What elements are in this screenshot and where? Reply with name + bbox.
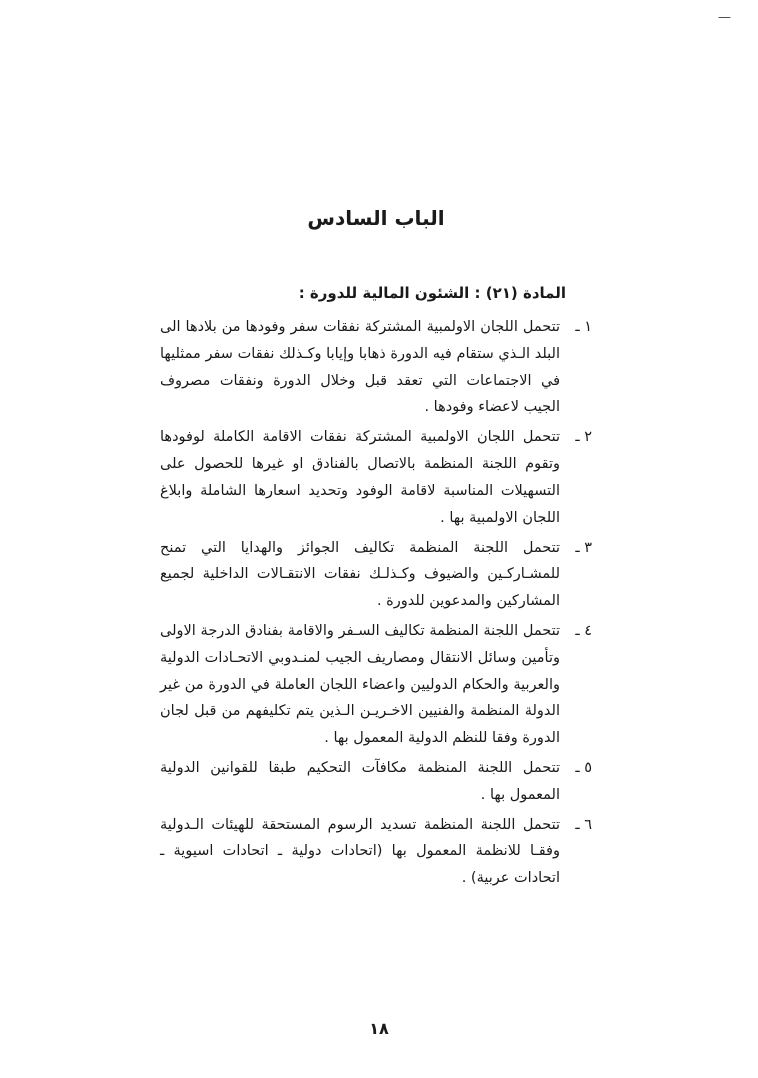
item-text: تتحمل اللجنة المنظمة تسديد الرسوم المستحقة للهيئات الـدولية وفقـا للانظمة المعمول بها (اتحادات دولية ـ اتحادات اسيوية ـ اتحادات عربية) . [160, 816, 560, 887]
list-item [160, 535, 592, 615]
item-text: تتحمل اللجان الاولمبية المشتركة نفقات سفر وفودها من بلادها الى البلد الـذي ستقام فيه الدورة ذهابا وإيابا وكـذلك نفقات سفر ممثليها في الاجتماعات التي تعقد قبل وخلال الدورة ونفقات مصروف الجيب لاعضاء وفودها . [160, 319, 560, 416]
chapter-title: الباب السادس [307, 206, 445, 230]
page-number: ١٨ [369, 1019, 389, 1038]
item-text: تتحمل اللجنة المنظمة تكاليف الجوائز والهدايا التي تمنح للمشـاركـين والضيوف وكـذلـك نفقات الانتقـالات الداخلية لجميع المشاركين والمدعوين للدورة . [160, 539, 560, 610]
item-number: ٥ ـ [575, 760, 592, 776]
page-content [160, 206, 592, 895]
article-items [160, 314, 592, 892]
item-number: ٣ ـ [575, 539, 592, 556]
item-text: تتحمل اللجنة المنظمة مكافآت التحكيم طبقا للقوانين الدولية المعمول بها . [160, 760, 560, 803]
list-item [160, 812, 592, 892]
list-item [160, 755, 592, 809]
list-item [160, 618, 592, 752]
item-text: تتحمل اللجان الاولمبية المشتركة نفقات الاقامة الكاملة لوفودها وتقوم اللجنة المنظمة بالاتصال بالفنادق او غيرها للحصول على التسهيلات المناسبة لاقامة الوفود وتحديد اسعارها الشاملة وابلاغ اللجان الاولمبية بها . [160, 429, 560, 526]
article-heading: المادة (٢١) : الشئون المالية للدورة : [298, 284, 566, 302]
list-item [160, 314, 592, 421]
item-number: ٤ ـ [575, 622, 592, 639]
item-number: ٢ ـ [575, 429, 592, 446]
item-number: ١ ـ [575, 319, 592, 335]
item-number: ٦ ـ [575, 816, 592, 833]
item-text: تتحمل اللجنة المنظمة تكاليف السـفر والاقامة بفنادق الدرجة الاولى وتأمين وسائل الانتقال ومصاريف الجيب لمنـدوبي الاتحـادات الدولية والعربية والحكام الدوليين واعضاء اللجان العاملة في الدورة من غير الدولة المنظمة والفنيين الاخـريـن الـذين يتم تكليفهم من قبل لجان الدورة وفقا للنظم الدولية المعمول بها . [160, 622, 560, 747]
list-item [160, 424, 592, 531]
header-mark: — [718, 10, 732, 25]
